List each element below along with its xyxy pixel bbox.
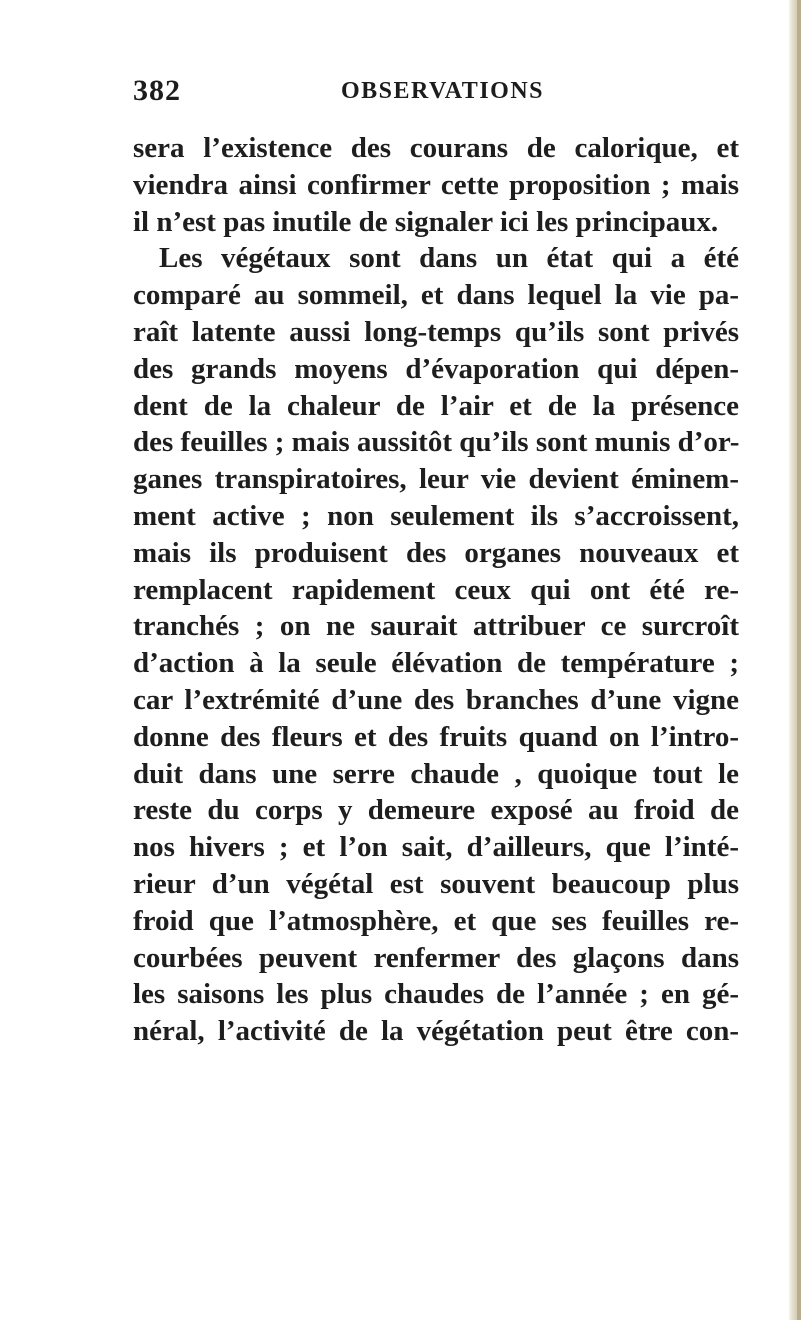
page-edge-border bbox=[797, 0, 801, 1320]
body-text bbox=[133, 130, 739, 1050]
text-line: froid que l’atmosphère, et que ses feuilles re- bbox=[133, 904, 739, 937]
text-line: il n’est pas inutile de signaler ici les principaux. bbox=[133, 205, 719, 238]
text-line: donne des fleurs et des fruits quand on l’intro- bbox=[133, 720, 739, 753]
text-line: mais ils produisent des organes nouveaux et bbox=[133, 536, 739, 569]
text-line: les saisons les plus chaudes de l’année ; en gé- bbox=[133, 978, 739, 1011]
text-line: Les végétaux sont dans un état qui a été bbox=[159, 242, 739, 275]
text-line: duit dans une serre chaude , quoique tout le bbox=[133, 757, 739, 790]
text-line: ment active ; non seulement ils s’accroissent, bbox=[133, 499, 739, 532]
page-number: 382 bbox=[133, 74, 181, 107]
text-line: rieur d’un végétal est souvent beaucoup plus bbox=[133, 867, 739, 900]
text-line: des feuilles ; mais aussitôt qu’ils sont munis d’or- bbox=[133, 426, 740, 459]
text-line: remplacent rapidement ceux qui ont été re- bbox=[133, 573, 739, 606]
text-line: tranchés ; on ne saurait attribuer ce surcroît bbox=[133, 610, 739, 643]
text-line: néral, l’activité de la végétation peut être con- bbox=[133, 1015, 739, 1048]
text-line: dent de la chaleur de l’air et de la présence bbox=[133, 389, 739, 422]
text-line: nos hivers ; et l’on sait, d’ailleurs, que l’inté- bbox=[133, 831, 739, 864]
text-line: car l’extrémité d’une des branches d’une vigne bbox=[133, 683, 739, 716]
text-line: sera l’existence des courans de calorique, et bbox=[133, 132, 739, 164]
text-line: courbées peuvent renfermer des glaçons dans bbox=[133, 941, 739, 974]
text-line: reste du corps y demeure exposé au froid de bbox=[133, 794, 739, 827]
text-line: viendra ainsi confirmer cette proposition ; mais bbox=[133, 168, 739, 201]
page-header bbox=[133, 74, 733, 114]
text-line: ganes transpiratoires, leur vie devient éminem- bbox=[133, 463, 739, 496]
text-line: raît latente aussi long-temps qu’ils sont privés bbox=[133, 315, 739, 348]
running-head: OBSERVATIONS bbox=[341, 78, 545, 104]
text-line: d’action à la seule élévation de température ; bbox=[133, 647, 739, 680]
text-line: des grands moyens d’évaporation qui dépen- bbox=[133, 352, 739, 385]
text-line: comparé au sommeil, et dans lequel la vie pa- bbox=[133, 279, 739, 312]
